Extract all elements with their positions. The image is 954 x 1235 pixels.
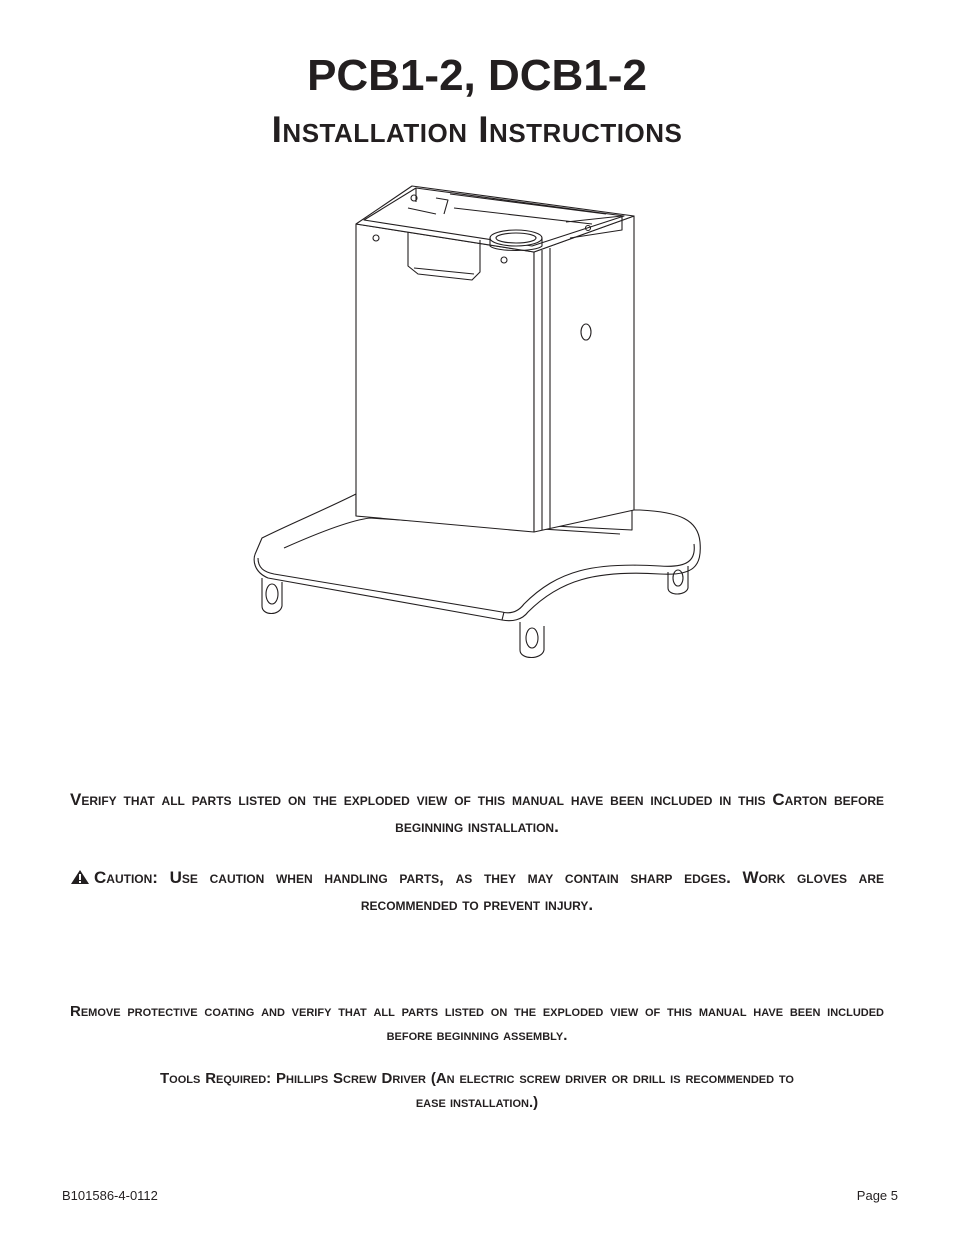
- remove-coating-text: Remove protective coating and verify that all parts listed on the exploded view of this manual have been included before beginning assembly.: [70, 1003, 885, 1044]
- tools-required-text: Tools Required: Phillips Screw Driver (An electric screw driver or drill is recommended to ease installation.): [160, 1070, 794, 1111]
- verify-parts-text: Verify that all parts listed on the exploded view of this manual have been included in this Carton before beginning installation.: [70, 790, 884, 836]
- caution-text: Caution: Use caution when handling parts, as they may contain sharp edges. Work gloves are recommended to prevent injury.: [94, 868, 884, 914]
- page-subtitle: Installation Instructions: [271, 109, 683, 150]
- cart-stand-illustration: [240, 180, 710, 665]
- warning-triangle-icon: [70, 869, 90, 885]
- page-title: PCB1-2, DCB1-2: [307, 51, 647, 100]
- page-number: Page 5: [856, 1188, 898, 1203]
- caution-paragraph: [70, 864, 884, 918]
- document-code: B101586-4-0112: [62, 1188, 158, 1203]
